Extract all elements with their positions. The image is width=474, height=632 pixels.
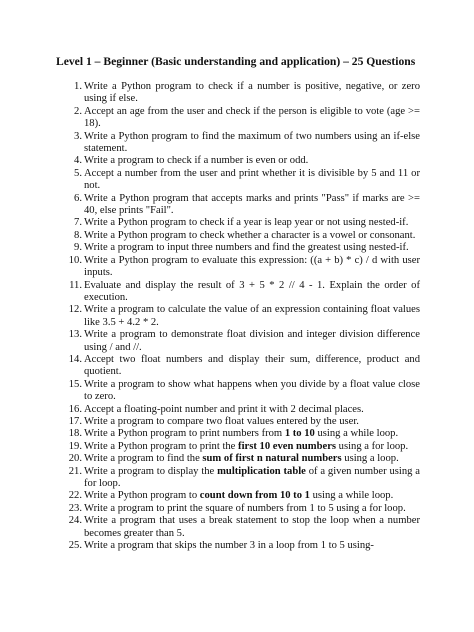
question-item	[66, 404, 420, 416]
question-text	[84, 490, 393, 501]
question-text	[84, 168, 420, 191]
question-item	[66, 329, 420, 354]
question-text-segment: using a while loop.	[309, 490, 394, 502]
question-item	[66, 81, 420, 106]
question-text-segment: using a while loop.	[314, 428, 399, 440]
question-item	[66, 155, 420, 167]
question-number: 23.	[68, 502, 82, 514]
question-number: 2.	[74, 105, 82, 117]
question-text	[84, 515, 420, 538]
question-text-segment: Accept two float numbers and display their sum, difference, product and quotient.	[84, 353, 420, 378]
question-text-segment: Write a program to show what happens when you divide by a float value close to zero.	[84, 378, 420, 403]
question-text	[84, 255, 420, 278]
question-number: 22.	[68, 490, 82, 502]
question-number: 19.	[68, 440, 82, 452]
question-text-segment: Accept a number from the user and print whether it is divisible by 5 and 11 or not.	[84, 167, 420, 192]
question-number: 12.	[68, 304, 82, 316]
question-text	[84, 428, 398, 439]
question-number: 15.	[68, 378, 82, 390]
question-text-segment: Write a program to input three numbers and find the greatest using nested-if.	[84, 242, 409, 254]
question-text-segment: Write a program that uses a break statement to stop the loop when a number becomes greater than 5.	[84, 515, 420, 539]
question-item	[66, 416, 420, 428]
question-text-segment: Evaluate and display the result of 3 + 5 * 2 // 4 - 1. Explain the order of execution.	[84, 279, 420, 303]
question-item	[66, 280, 420, 305]
question-number: 9.	[74, 242, 82, 254]
question-text-segment: Write a Python program to print numbers from	[84, 428, 285, 440]
question-text	[84, 155, 308, 166]
question-text-bold: count down from 10 to 1	[199, 490, 310, 502]
question-text	[84, 329, 420, 352]
question-text	[84, 81, 420, 104]
question-text-segment: Write a program that skips the number 3 in a loop from 1 to 5 using-	[84, 540, 374, 552]
question-number: 25.	[68, 540, 82, 552]
question-item	[66, 428, 420, 440]
question-text-segment: Write a Python program to	[84, 490, 200, 502]
question-text-bold: multiplication table	[217, 465, 306, 477]
question-item	[66, 255, 420, 280]
question-text-segment: Write a program to calculate the value of an expression containing float values like 3.5 + 4.2 * 2.	[84, 304, 420, 328]
question-item	[66, 193, 420, 218]
question-text	[84, 416, 359, 427]
question-text	[84, 106, 420, 129]
question-item	[66, 490, 420, 502]
question-item	[66, 168, 420, 193]
question-item	[66, 503, 420, 515]
question-item	[66, 217, 420, 229]
question-number: 3.	[74, 130, 82, 142]
question-text	[84, 354, 420, 377]
question-text-segment: Write a Python program to evaluate this expression: ((a + b) * c) / d with user inputs.	[84, 254, 420, 279]
question-item	[66, 540, 420, 552]
question-number: 14.	[68, 353, 82, 365]
question-number: 1.	[74, 81, 82, 92]
question-text-segment: Write a program to check if a number is even or odd.	[84, 155, 309, 167]
question-text-segment: Write a Python program to check if a year is leap year or not using nested-if.	[84, 217, 409, 229]
question-number: 16.	[68, 403, 82, 415]
question-number: 4.	[74, 155, 82, 167]
question-text	[84, 242, 409, 253]
question-text-segment: using a loop.	[341, 453, 399, 465]
question-text-segment: Accept a floating-point number and print it with 2 decimal places.	[84, 403, 364, 415]
question-item	[66, 242, 420, 254]
question-list	[66, 81, 420, 552]
question-text	[84, 131, 420, 154]
question-item	[66, 106, 420, 131]
question-text-segment: Write a program to compare two float values entered by the user.	[84, 415, 359, 427]
question-text-bold: sum of first n natural numbers	[202, 453, 342, 465]
question-number: 20.	[68, 453, 82, 465]
question-number: 17.	[68, 415, 82, 427]
question-text	[84, 466, 420, 489]
question-text	[84, 404, 364, 415]
question-text	[84, 193, 420, 216]
question-text-segment: Write a Python program to check if a number is positive, negative, or zero using if else.	[84, 81, 420, 105]
question-item	[66, 466, 420, 491]
page-heading: Level 1 – Beginner (Basic understanding and application) – 25 Questions	[56, 55, 416, 68]
question-number: 6.	[74, 192, 82, 204]
question-text-segment: of a given number using a for loop.	[84, 465, 421, 489]
question-text	[84, 379, 420, 402]
question-text	[84, 503, 406, 514]
question-item	[66, 453, 420, 465]
question-item	[66, 441, 420, 453]
question-number: 13.	[68, 329, 82, 341]
question-text	[84, 230, 415, 241]
question-number: 24.	[68, 515, 82, 527]
question-text-bold: first 10 even numbers	[238, 440, 337, 452]
question-text-segment: Write a Python program to check whether a character is a vowel or consonant.	[84, 229, 416, 241]
question-item	[66, 230, 420, 242]
question-text-segment: Write a program to print the square of numbers from 1 to 5 using a for loop.	[84, 502, 406, 514]
question-number: 10.	[68, 254, 82, 266]
question-text-segment: Write a Python program that accepts marks and prints "Pass" if marks are >= 40, else prints "Fail".	[84, 192, 420, 217]
question-item	[66, 379, 420, 404]
question-item	[66, 131, 420, 156]
question-item	[66, 515, 420, 540]
question-number: 18.	[68, 428, 82, 440]
question-text-segment: Write a program to find the	[84, 453, 203, 465]
question-item	[66, 304, 420, 329]
question-text	[84, 441, 408, 452]
question-text	[84, 453, 399, 464]
question-number: 21.	[68, 465, 82, 477]
question-text	[84, 280, 420, 303]
question-text-bold: 1 to 10	[284, 428, 315, 440]
question-number: 5.	[74, 167, 82, 179]
question-text-segment: Write a program to demonstrate float division and integer division difference using / and //.	[84, 329, 420, 353]
question-number: 8.	[74, 229, 82, 241]
question-text	[84, 217, 408, 228]
question-text	[84, 304, 420, 327]
question-item	[66, 354, 420, 379]
question-number: 11.	[69, 279, 82, 291]
question-text-segment: Accept an age from the user and check if the person is eligible to vote (age >= 18).	[84, 105, 420, 130]
question-text-segment: using a for loop.	[336, 440, 409, 452]
question-text	[84, 540, 374, 551]
question-text-segment: Write a Python program to find the maximum of two numbers using an if-else statement.	[84, 130, 420, 155]
question-text-segment: Write a Python program to print the	[84, 440, 239, 452]
question-number: 7.	[74, 217, 82, 229]
question-text-segment: Write a program to display the	[84, 465, 218, 477]
